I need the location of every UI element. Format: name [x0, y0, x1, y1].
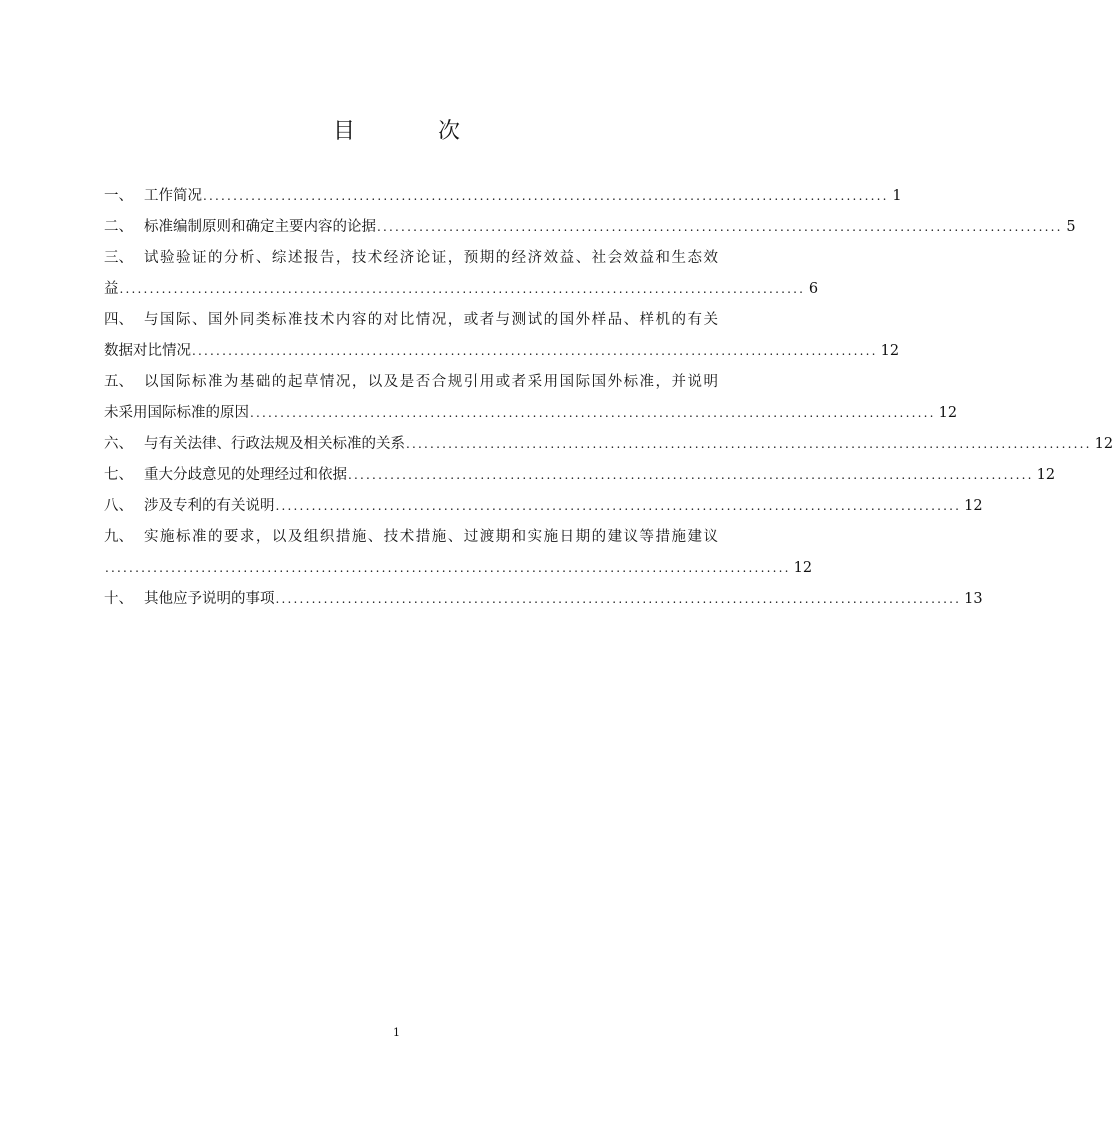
toc-entry-title: 与国际、国外同类标准技术内容的对比情况，或者与测试的国外样品、样机的有关: [144, 312, 718, 328]
toc-leader-dots: ..................................................................................................................: [377, 220, 1063, 234]
toc-entry-title-continued: 益: [104, 281, 119, 297]
toc-entry[interactable]: [104, 584, 983, 615]
toc-entry-title: 涉及专利的有关说明: [144, 498, 275, 514]
toc-entry[interactable]: [104, 460, 1056, 491]
toc-leader-dots: ..................................................................................................................: [250, 406, 936, 420]
toc-entry[interactable]: [104, 367, 718, 398]
toc-leader-dots: ..................................................................................................................: [275, 592, 962, 606]
toc-entry-continuation[interactable]: [104, 553, 813, 584]
toc-entry-page: 12: [793, 560, 813, 576]
toc-entry-continuation[interactable]: [104, 274, 819, 305]
toc-leader-dots: ..................................................................................................................: [119, 282, 806, 296]
table-of-contents: [104, 181, 1113, 615]
toc-entry-continuation[interactable]: [104, 398, 958, 429]
footer-page-number: 1: [393, 1026, 400, 1039]
toc-entry[interactable]: [104, 522, 718, 553]
toc-entry-page: 12: [964, 498, 983, 514]
toc-entry-continuation[interactable]: [104, 336, 900, 367]
toc-entry-number: 二、: [104, 219, 133, 235]
toc-entry-title: 以国际标准为基础的起草情况，以及是否合规引用或者采用国际国外标准，并说明: [144, 374, 718, 390]
toc-entry[interactable]: [104, 181, 902, 212]
toc-entry-title-continued: 未采用国际标准的原因: [104, 405, 249, 421]
toc-entry-title: 重大分歧意见的处理经过和依据: [144, 467, 347, 483]
toc-entry-page: 5: [1066, 219, 1076, 235]
toc-leader-dots: ..................................................................................................................: [406, 437, 1092, 451]
toc-entry-title: 标准编制原则和确定主要内容的论据: [144, 219, 376, 235]
toc-entry-title: 其他应予说明的事项: [144, 591, 275, 607]
toc-entry-page: 12: [880, 343, 900, 359]
toc-entry-number: 十、: [104, 591, 133, 607]
toc-entry-page: 12: [1036, 467, 1056, 483]
toc-entry-title: 与有关法律、行政法规及相关标准的关系: [144, 436, 405, 452]
toc-entry-number: 六、: [104, 436, 133, 452]
toc-entry-number: 一、: [104, 188, 133, 204]
toc-leader-dots: ..................................................................................................................: [192, 344, 878, 358]
toc-entry-title: 试验验证的分析、综述报告，技术经济论证，预期的经济效益、社会效益和生态效: [144, 250, 718, 266]
toc-leader-dots: ..................................................................................................................: [203, 189, 889, 203]
toc-entry[interactable]: [104, 212, 1076, 243]
toc-entry[interactable]: [104, 491, 983, 522]
toc-entry-title-continued: 数据对比情况: [104, 343, 191, 359]
page-title: 目 次: [333, 119, 498, 144]
toc-entry-page: 6: [808, 281, 819, 297]
toc-entry-title: 实施标准的要求，以及组织措施、技术措施、过渡期和实施日期的建议等措施建议: [144, 529, 718, 545]
toc-entry-page: 1: [892, 188, 902, 204]
toc-entry-page: 12: [938, 405, 958, 421]
toc-entry[interactable]: [104, 243, 718, 274]
toc-entry-title: 工作简况: [144, 188, 202, 204]
toc-entry-number: 七、: [104, 467, 133, 483]
toc-entry-page: 13: [964, 591, 983, 607]
toc-leader-dots: ..................................................................................................................: [348, 468, 1034, 482]
toc-entry[interactable]: [104, 429, 1113, 460]
toc-leader-dots: ..................................................................................................................: [105, 561, 791, 575]
toc-entry-number: 三、: [104, 250, 133, 266]
toc-entry-page: 12: [1094, 436, 1113, 452]
toc-entry-number: 九、: [104, 529, 133, 545]
toc-entry-number: 五、: [104, 374, 133, 390]
toc-entry-number: 四、: [104, 312, 133, 328]
toc-entry[interactable]: [104, 305, 718, 336]
toc-entry-number: 八、: [104, 498, 133, 514]
toc-leader-dots: ..................................................................................................................: [275, 499, 962, 513]
